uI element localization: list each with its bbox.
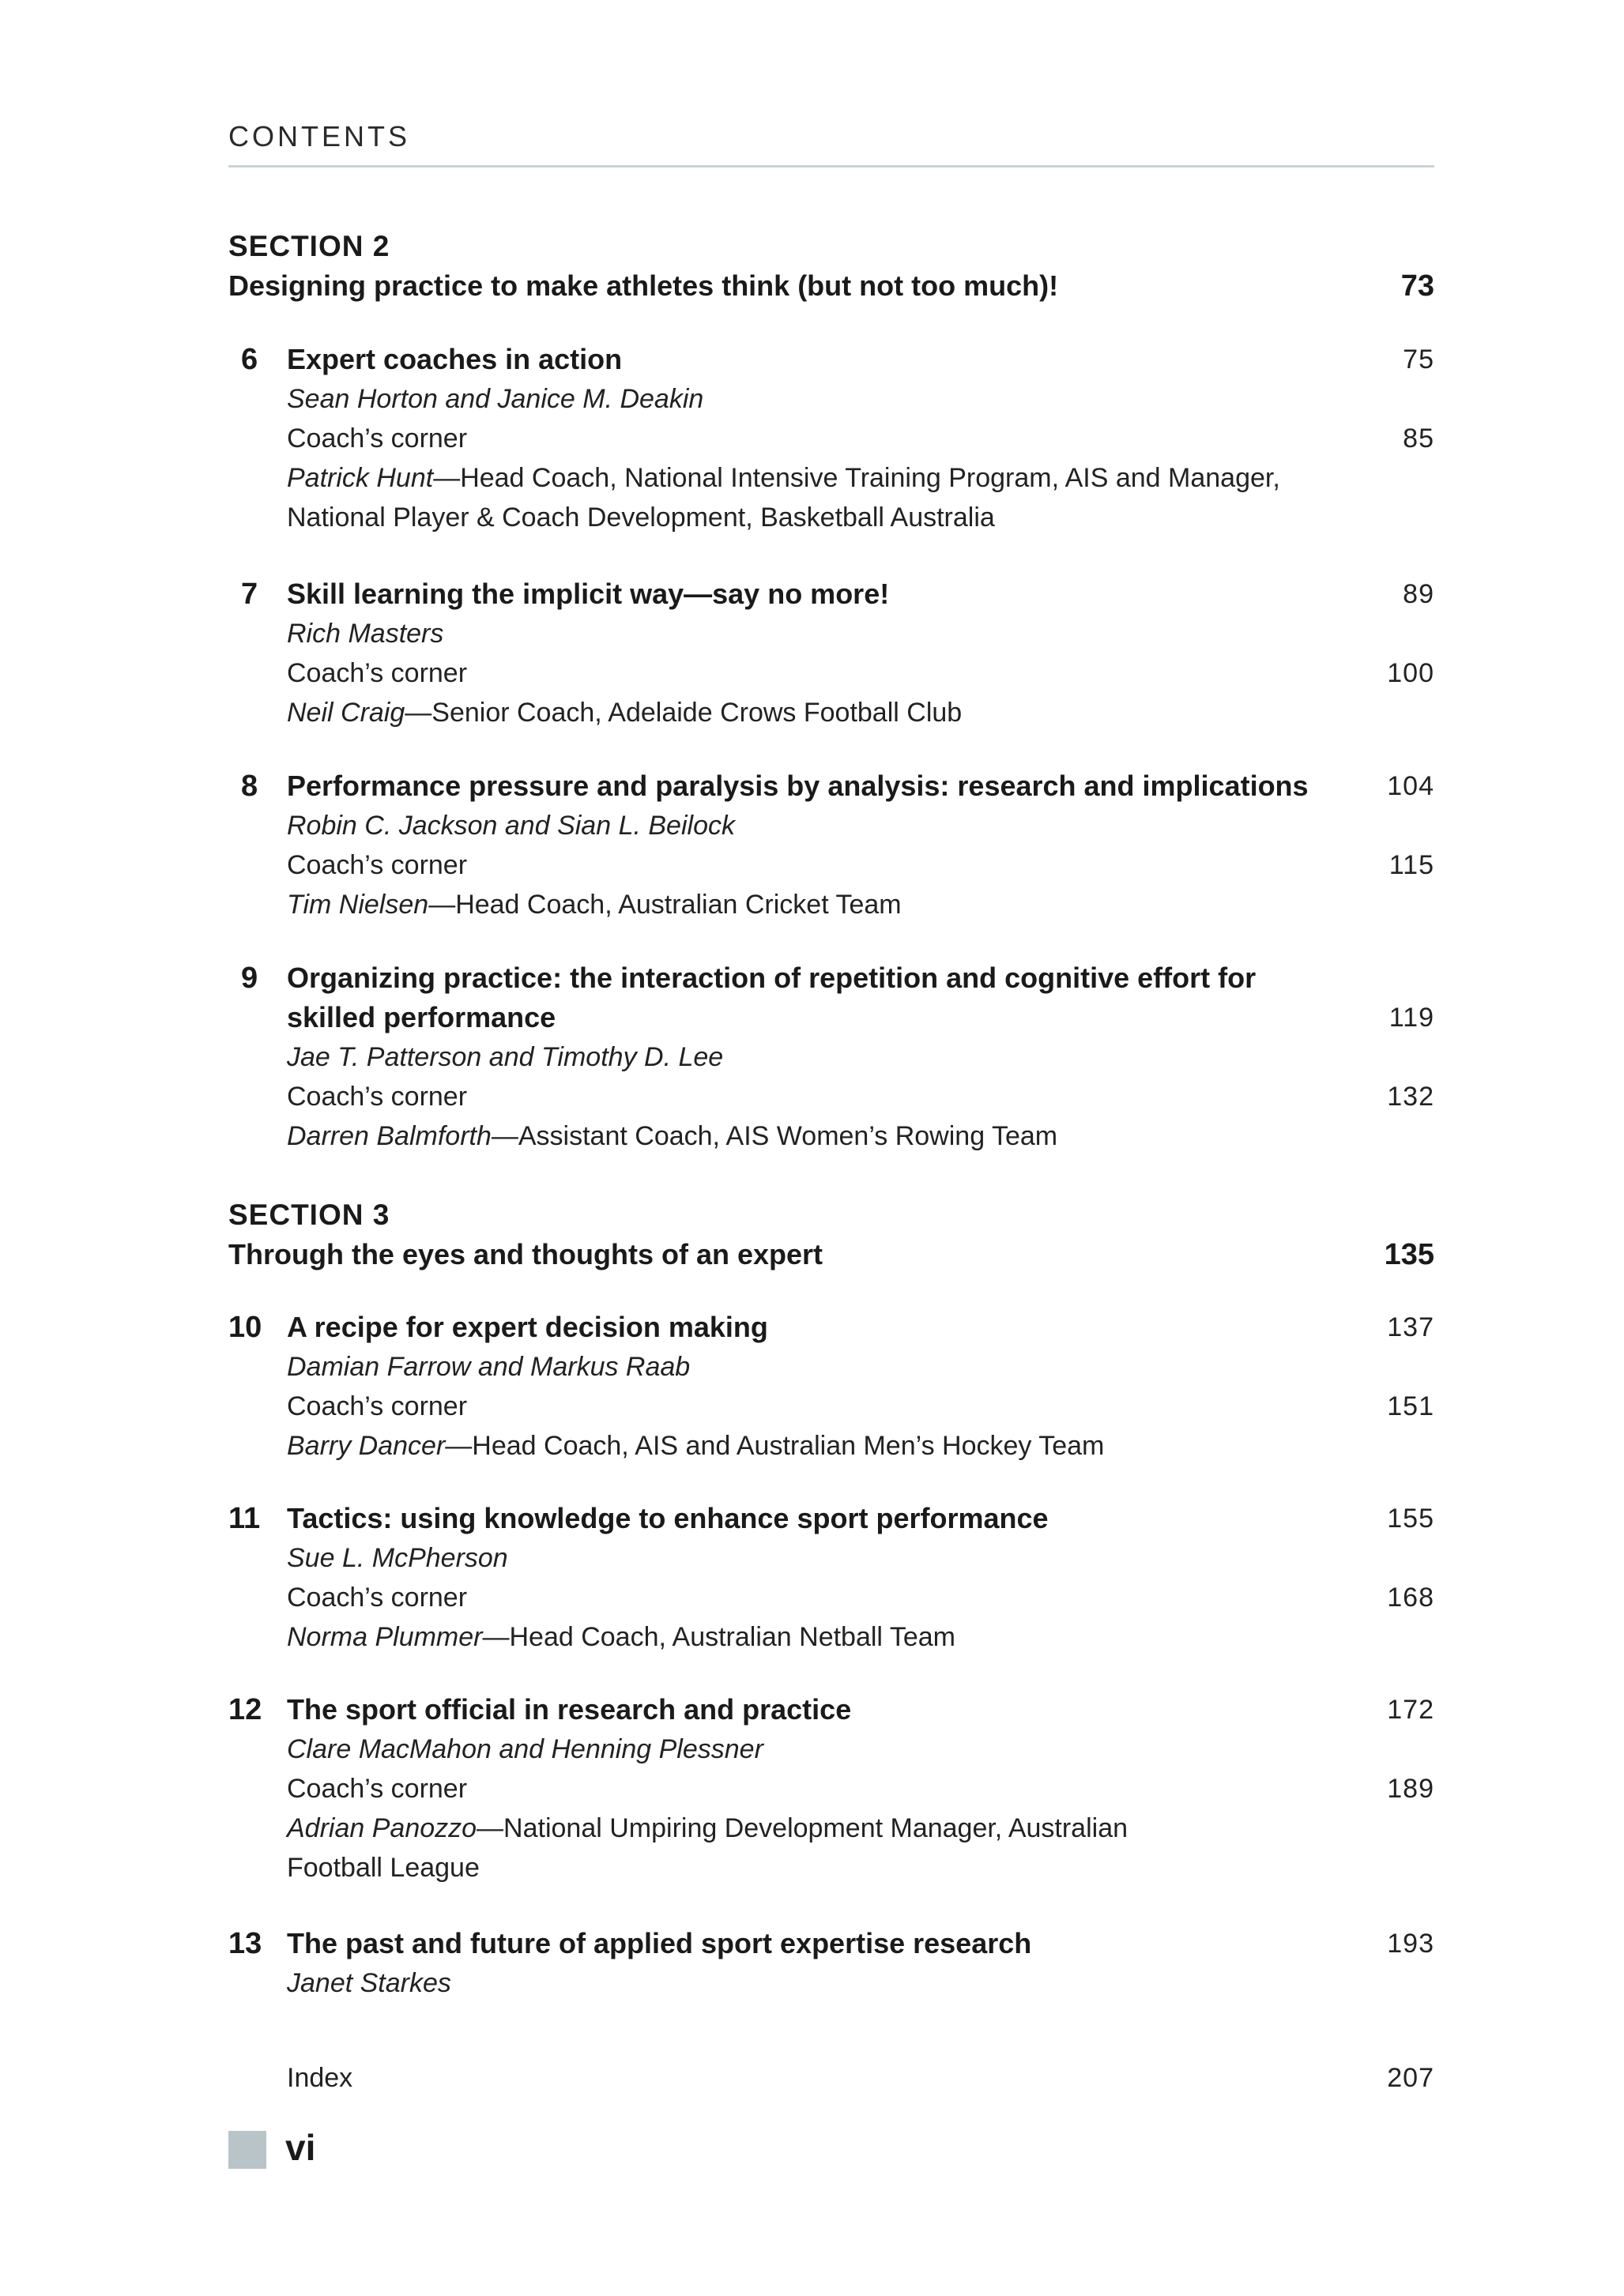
chapter-page: 137 [1387, 1312, 1434, 1342]
chapter-8 [228, 766, 1434, 924]
coach-name: Darren Balmforth [287, 1121, 492, 1151]
chapter-title: The sport official in research and practice [287, 1693, 852, 1726]
folio-marker [228, 2131, 266, 2169]
chapter-number: 6 [241, 343, 258, 376]
page-number: vi [285, 2127, 316, 2168]
chapter-page: 75 [1403, 344, 1434, 375]
chapter-title: Skill learning the implicit way—say no more! [287, 578, 890, 610]
chapter-number: 11 [228, 1502, 261, 1535]
chapter-number: 9 [241, 962, 258, 995]
coach-name: Norma Plummer [287, 1622, 483, 1652]
coach-corner-page: 151 [1387, 1391, 1434, 1421]
section-title-row [228, 266, 1434, 306]
chapter-11 [228, 1499, 1434, 1657]
chapter-title: Expert coaches in action [287, 343, 623, 375]
coach-role: —Head Coach, Australian Cricket Team [428, 890, 902, 920]
coach-name: Barry Dancer [287, 1431, 446, 1461]
coach-name: Patrick Hunt [287, 463, 434, 493]
coach-corner-label: Coach’s corner [287, 1082, 468, 1112]
chapter-13 [228, 1924, 1434, 2003]
coach-corner-page: 132 [1387, 1082, 1434, 1112]
coach-role-continued: Football League [287, 1853, 480, 1883]
header-rule [228, 165, 1434, 167]
coach-corner-label: Coach’s corner [287, 1583, 468, 1613]
index-label: Index [287, 2063, 353, 2093]
chapter-page: 193 [1387, 1929, 1434, 1959]
chapter-authors: Sean Horton and Janice M. Deakin [287, 384, 704, 414]
chapter-number: 7 [241, 578, 258, 611]
coach-role: —Senior Coach, Adelaide Crows Football Club [405, 698, 963, 728]
chapter-9 [228, 958, 1434, 1156]
coach-corner-page: 115 [1389, 850, 1434, 880]
chapter-authors: Sue L. McPherson [287, 1543, 508, 1573]
coach-corner-page: 100 [1387, 658, 1434, 688]
chapter-page: 119 [1389, 1003, 1434, 1033]
chapter-authors: Damian Farrow and Markus Raab [287, 1352, 691, 1382]
chapter-7 [228, 574, 1434, 732]
chapter-number: 13 [228, 1927, 262, 1960]
coach-role: —Head Coach, National Intensive Training Program, AIS and Manager, [433, 463, 1280, 493]
section-label: SECTION 2 [228, 230, 390, 262]
section-title: Designing practice to make athletes think (but not too much)! [228, 269, 1059, 302]
chapter-10 [228, 1308, 1434, 1466]
coach-name: Adrian Panozzo [287, 1813, 477, 1843]
chapter-page: 172 [1387, 1695, 1434, 1725]
coach-corner-label: Coach’s corner [287, 1774, 468, 1804]
coach-corner-label: Coach’s corner [287, 423, 468, 454]
section-page: 135 [1384, 1238, 1434, 1271]
coach-role: —National Umpiring Development Manager, Australian [477, 1813, 1129, 1843]
coach-corner-page: 85 [1403, 423, 1434, 454]
chapter-title: Organizing practice: the interaction of repetition and cognitive effort for [287, 962, 1257, 994]
coach-role: —Head Coach, AIS and Australian Men’s Hockey Team [445, 1431, 1105, 1461]
section-2 [228, 227, 1434, 306]
section-title: Through the eyes and thoughts of an expert [228, 1238, 823, 1270]
section-page: 73 [1400, 269, 1434, 303]
section-label: SECTION 3 [228, 1199, 390, 1231]
coach-role: —Assistant Coach, AIS Women’s Rowing Team [491, 1121, 1058, 1151]
chapter-title: Tactics: using knowledge to enhance sport performance [287, 1502, 1049, 1534]
section-title-row [228, 1235, 1434, 1274]
index-page: 207 [1387, 2063, 1434, 2093]
coach-role: —Head Coach, Australian Netball Team [482, 1622, 955, 1652]
chapter-title: A recipe for expert decision making [287, 1311, 768, 1343]
coach-role-continued: National Player & Coach Development, Basketball Australia [287, 502, 995, 533]
chapter-authors: Clare MacMahon and Henning Plessner [287, 1734, 763, 1764]
coach-corner-page: 189 [1387, 1774, 1434, 1804]
chapter-page: 155 [1387, 1504, 1434, 1534]
chapter-authors: Rich Masters [287, 619, 444, 649]
coach-corner-label: Coach’s corner [287, 1391, 468, 1421]
chapter-title-continued: skilled performance [287, 1001, 556, 1033]
chapter-page: 89 [1403, 579, 1434, 609]
chapter-title: Performance pressure and paralysis by analysis: research and implications [287, 770, 1309, 802]
section-3 [228, 1195, 1434, 1274]
chapter-6 [228, 340, 1434, 537]
chapter-authors: Jae T. Patterson and Timothy D. Lee [287, 1042, 724, 1072]
chapter-number: 8 [241, 770, 258, 803]
coach-corner-label: Coach’s corner [287, 850, 468, 880]
chapter-number: 10 [228, 1311, 262, 1344]
chapter-number: 12 [228, 1693, 262, 1726]
chapter-authors: Robin C. Jackson and Sian L. Beilock [287, 811, 735, 841]
chapter-authors: Janet Starkes [287, 1968, 451, 1998]
chapter-12 [228, 1690, 1434, 1888]
coach-corner-label: Coach’s corner [287, 658, 468, 688]
index-entry [228, 2058, 1434, 2098]
chapter-page: 104 [1387, 771, 1434, 801]
coach-name: Tim Nielsen [287, 890, 429, 920]
running-head: CONTENTS [228, 120, 410, 152]
coach-corner-page: 168 [1387, 1583, 1434, 1613]
chapter-title: The past and future of applied sport expertise research [287, 1927, 1032, 1959]
coach-name: Neil Craig [287, 698, 405, 728]
